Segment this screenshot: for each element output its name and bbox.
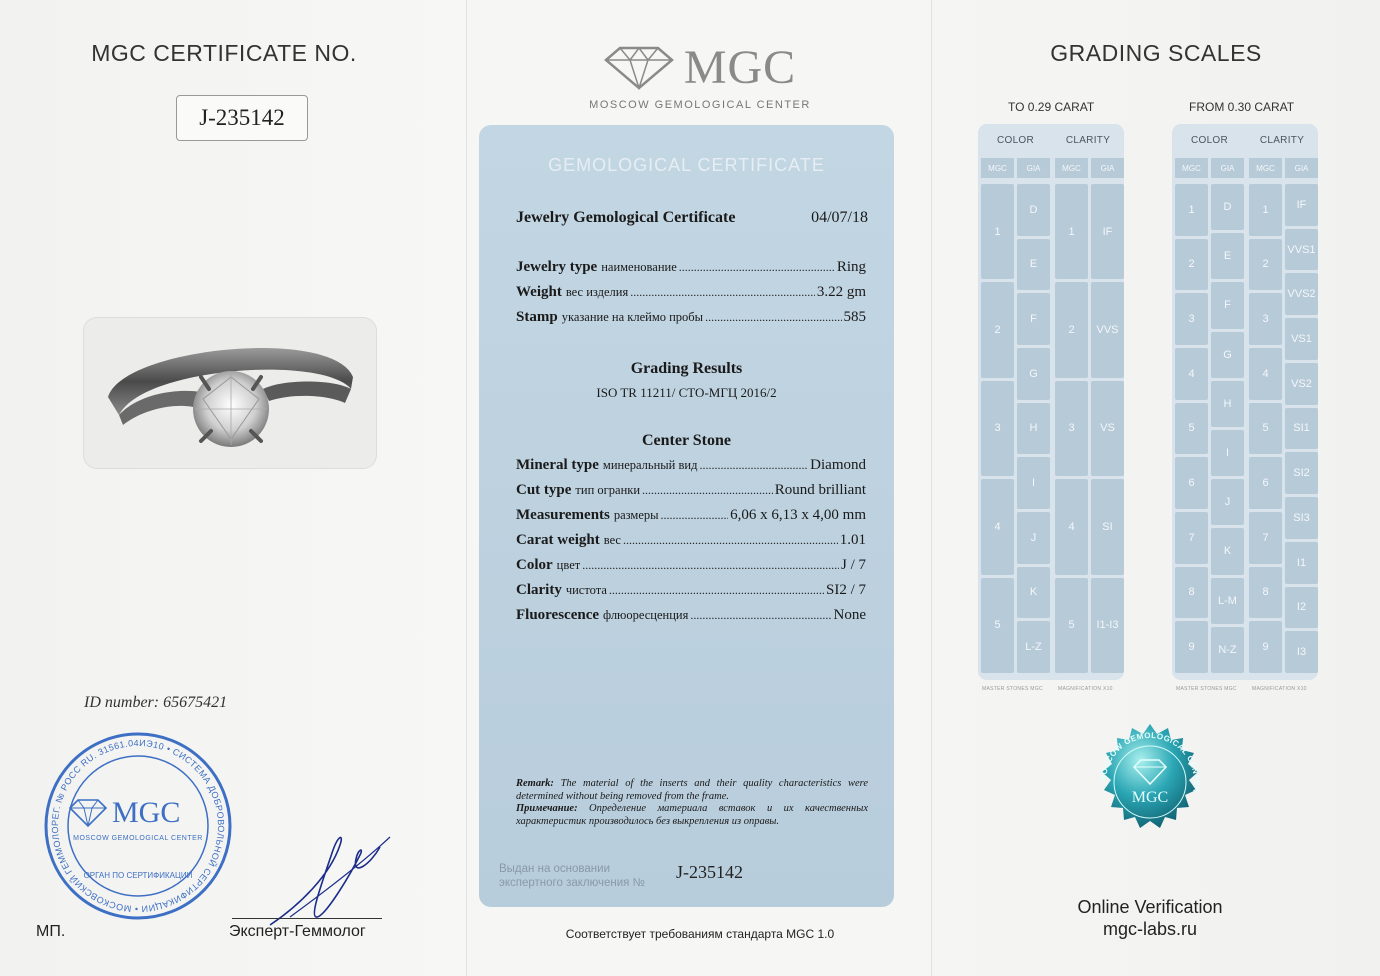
small-clarity-header: CLARITY xyxy=(1065,134,1111,146)
stone-value: None xyxy=(833,607,866,623)
jewelry-value: 3.22 gm xyxy=(816,284,866,300)
complies-text: Соответствует требованиям стандарта MGC 1.0 xyxy=(565,927,835,941)
small-clarity-gia-cell: I1-I3 xyxy=(1091,578,1124,673)
stone-label: Carat weight xyxy=(516,532,600,548)
leader-dots xyxy=(699,458,808,473)
leader-dots xyxy=(630,285,815,300)
small-clarity-gia-cell: SI xyxy=(1091,479,1124,574)
stone-row xyxy=(516,482,866,499)
large-color-mgc-cell: 9 xyxy=(1175,621,1208,673)
jewelry-row xyxy=(516,259,866,276)
certification-stamp xyxy=(40,728,236,929)
large-clarity-mgc-cell: 5 xyxy=(1249,403,1282,455)
jewelry-value: Ring xyxy=(836,259,866,275)
stone-ru-label: вес xyxy=(603,533,621,547)
scale-right-label: FROM 0.30 CARAT xyxy=(1189,100,1295,114)
doc-title: Jewelry Gemological Certificate xyxy=(516,209,736,226)
mp-label: МП. xyxy=(36,923,66,940)
small-color-mgc-cell: 3 xyxy=(981,381,1014,476)
large-color-gia-cell: J xyxy=(1211,479,1244,525)
id-number: ID number: 65675421 xyxy=(84,694,228,711)
stone-ru-label: флюоресценция xyxy=(603,608,689,622)
small-sub-header: GIA xyxy=(1091,158,1124,178)
certificate-no-title: MGC CERTIFICATE NO. xyxy=(91,40,357,66)
stone-row xyxy=(516,507,866,524)
stone-row xyxy=(516,582,866,599)
large-clarity-gia-cell: I2 xyxy=(1285,587,1318,629)
leader-dots xyxy=(705,310,841,325)
jewelry-ru-label: наименование xyxy=(601,260,677,274)
grid-footer-left-large: MASTER STONES MGC xyxy=(1176,686,1237,692)
stone-label: Clarity xyxy=(516,582,562,598)
logo-text: MGC xyxy=(683,41,797,94)
small-color-header: COLOR xyxy=(996,134,1035,146)
stone-ru-label: цвет xyxy=(556,558,581,572)
large-clarity-gia-cell: IF xyxy=(1285,184,1318,226)
center-stone-title: Center Stone xyxy=(641,432,732,449)
grid-footer-right-small: MAGNIFICATION X10 xyxy=(1058,686,1113,692)
large-clarity-gia-cell: VS2 xyxy=(1285,363,1318,405)
large-color-mgc-cell: 1 xyxy=(1175,184,1208,236)
small-color-gia-cell: J xyxy=(1017,512,1050,564)
seal-ring-text: MOSCOW GEMOLOGICAL CENTER xyxy=(1098,730,1202,794)
leader-dots xyxy=(609,583,824,598)
large-clarity-gia-cell: SI3 xyxy=(1285,497,1318,539)
certificate-card xyxy=(479,125,894,907)
stone-row xyxy=(516,457,866,474)
large-color-gia-cell: K xyxy=(1211,528,1244,574)
leader-dots xyxy=(623,533,838,548)
small-clarity-gia-cell: VVS xyxy=(1091,282,1124,377)
stone-label: Mineral type xyxy=(516,457,599,473)
jewelry-label: Jewelry type xyxy=(516,259,598,275)
stone-label: Color xyxy=(516,557,553,573)
ring-image xyxy=(83,317,377,469)
large-clarity-gia-cell: I1 xyxy=(1285,542,1318,584)
large-clarity-mgc-cell: 7 xyxy=(1249,512,1282,564)
issued-line1: Выдан на основании xyxy=(499,863,610,875)
small-clarity-gia-cell: IF xyxy=(1091,184,1124,279)
large-color-mgc-cell: 7 xyxy=(1175,512,1208,564)
large-sub-header: GIA xyxy=(1285,158,1318,178)
large-color-gia-cell: I xyxy=(1211,430,1244,476)
ring-photo xyxy=(83,317,377,469)
small-sub-header: GIA xyxy=(1017,158,1050,178)
large-clarity-mgc-cell: 1 xyxy=(1249,184,1282,236)
stamp-diamond-icon xyxy=(70,800,106,826)
small-color-gia-cell: I xyxy=(1017,457,1050,509)
large-clarity-gia-cell: VVS2 xyxy=(1285,273,1318,315)
small-clarity-gia-cell: VS xyxy=(1091,381,1124,476)
stamp-logo: MGC xyxy=(112,796,181,829)
leader-dots xyxy=(642,483,773,498)
large-clarity-mgc-cell: 8 xyxy=(1249,567,1282,619)
mgc-logo xyxy=(467,40,933,95)
jewelry-label: Stamp xyxy=(516,309,558,325)
stone-ru-label: чистота xyxy=(565,583,607,597)
large-color-header: COLOR xyxy=(1190,134,1229,146)
stamp-ring-text: РЕГ. № РОСС RU. 31561.04ИЭ10 • СИСТЕМА ДОБРОВОЛЬНОЙ СЕРТИФИКАЦИИ • МОСКОВСКИЙ ГЕММОЛО xyxy=(49,737,227,915)
jewelry-ru-label: вес изделия xyxy=(565,285,629,299)
stone-value: 6,06 x 6,13 x 4,00 mm xyxy=(730,507,866,523)
large-sub-header: MGC xyxy=(1249,158,1282,178)
stone-value: J / 7 xyxy=(840,557,866,573)
stone-ru-label: размеры xyxy=(613,508,659,522)
stone-ru-label: тип огранки xyxy=(575,483,641,497)
large-clarity-gia-cell: VS1 xyxy=(1285,318,1318,360)
small-clarity-mgc-cell: 3 xyxy=(1055,381,1088,476)
large-clarity-mgc-cell: 2 xyxy=(1249,239,1282,291)
stone-value: SI2 / 7 xyxy=(825,582,866,598)
grading-standard: ISO TR 11211/ СТО-МГЦ 2016/2 xyxy=(596,385,777,400)
large-color-gia-cell: N-Z xyxy=(1211,627,1244,673)
small-clarity-mgc-cell: 5 xyxy=(1055,578,1088,673)
jewelry-label: Weight xyxy=(516,284,562,300)
large-color-gia-cell: L-M xyxy=(1211,578,1244,624)
remark-ru-text: Определение материала вставок и их качественных характеристик производилось без выкрепления из оправы. xyxy=(516,803,868,827)
small-color-mgc-cell: 5 xyxy=(981,578,1014,673)
small-color-gia-cell: H xyxy=(1017,403,1050,455)
large-color-mgc-cell: 2 xyxy=(1175,239,1208,291)
issued-basis xyxy=(499,862,645,890)
left-panel xyxy=(0,0,466,976)
remark-ru-label: Примечание: xyxy=(516,803,578,814)
large-color-gia-cell: G xyxy=(1211,332,1244,378)
large-color-gia-cell: H xyxy=(1211,381,1244,427)
stone-label: Fluorescence xyxy=(516,607,600,623)
logo-subtitle: MOSCOW GEMOLOGICAL CENTER xyxy=(589,99,811,111)
small-color-gia-cell: K xyxy=(1017,567,1050,619)
doc-title-row xyxy=(516,209,866,227)
small-color-mgc-cell: 1 xyxy=(981,184,1014,279)
center-panel xyxy=(466,0,932,976)
expert-label: Эксперт-Геммолог xyxy=(229,923,366,940)
small-sub-header: MGC xyxy=(1055,158,1088,178)
small-color-gia-cell: G xyxy=(1017,348,1050,400)
jewelry-row xyxy=(516,309,866,326)
large-color-mgc-cell: 8 xyxy=(1175,567,1208,619)
large-clarity-header: CLARITY xyxy=(1259,134,1305,146)
jewelry-value: 585 xyxy=(843,309,866,325)
leader-dots xyxy=(690,608,831,623)
remark-label: Remark: xyxy=(516,778,554,789)
grid-footer-left-small: MASTER STONES MGC xyxy=(982,686,1043,692)
online-url[interactable]: mgc-labs.ru xyxy=(1102,919,1198,939)
card-header: GEMOLOGICAL CERTIFICATE xyxy=(548,155,825,175)
stone-value: Round brilliant xyxy=(774,482,866,498)
small-color-gia-cell: L-Z xyxy=(1017,621,1050,673)
stone-row xyxy=(516,607,866,624)
large-clarity-mgc-cell: 6 xyxy=(1249,457,1282,509)
leader-dots xyxy=(661,508,729,523)
doc-date: 04/07/18 xyxy=(811,209,868,226)
issued-line2: экспертного заключения № xyxy=(499,877,645,889)
remark-block xyxy=(516,778,868,828)
small-color-gia-cell: E xyxy=(1017,239,1050,291)
large-clarity-mgc-cell: 4 xyxy=(1249,348,1282,400)
hologram-seal xyxy=(1090,722,1210,847)
large-sub-header: GIA xyxy=(1211,158,1244,178)
scale-left-label: TO 0.29 CARAT xyxy=(1008,100,1095,114)
large-clarity-gia-cell: VVS1 xyxy=(1285,229,1318,271)
right-panel xyxy=(932,0,1380,976)
diamond-logo-icon xyxy=(604,46,674,90)
large-color-gia-cell: F xyxy=(1211,282,1244,328)
stone-value: Diamond xyxy=(810,457,866,473)
signature-line xyxy=(232,918,382,919)
certificate-number-box: J-235142 xyxy=(176,95,308,141)
remark-text: The material of the inserts and their quality characteristics were determined without being removed from the frame. xyxy=(516,778,869,802)
grading-scales-title: GRADING SCALES xyxy=(1050,40,1262,66)
large-clarity-mgc-cell: 9 xyxy=(1249,621,1282,673)
stone-row xyxy=(516,532,866,549)
large-clarity-gia-cell: SI1 xyxy=(1285,408,1318,450)
online-verification xyxy=(932,896,1368,940)
grid-footer-right-large: MAGNIFICATION X10 xyxy=(1252,686,1307,692)
online-label: Online Verification xyxy=(1077,897,1223,917)
stamp-sub: MOSCOW GEMOLOGICAL CENTER xyxy=(73,835,203,842)
scale-grid-small xyxy=(978,124,1124,680)
small-color-mgc-cell: 4 xyxy=(981,479,1014,574)
stone-label: Measurements xyxy=(516,507,610,523)
leader-dots xyxy=(679,260,835,275)
issued-number: J-235142 xyxy=(676,862,743,882)
small-color-mgc-cell: 2 xyxy=(981,282,1014,377)
large-color-mgc-cell: 6 xyxy=(1175,457,1208,509)
small-clarity-mgc-cell: 1 xyxy=(1055,184,1088,279)
stone-value: 1.01 xyxy=(839,532,866,548)
large-color-mgc-cell: 4 xyxy=(1175,348,1208,400)
large-color-mgc-cell: 3 xyxy=(1175,293,1208,345)
small-color-gia-cell: D xyxy=(1017,184,1050,236)
stone-ru-label: минеральный вид xyxy=(602,458,698,472)
scale-grid-large xyxy=(1172,124,1318,680)
grading-title: Grading Results xyxy=(630,360,743,377)
leader-dots xyxy=(582,558,839,573)
jewelry-ru-label: указание на клеймо пробы xyxy=(561,310,704,324)
large-color-gia-cell: E xyxy=(1211,233,1244,279)
large-clarity-mgc-cell: 3 xyxy=(1249,293,1282,345)
large-clarity-gia-cell: I3 xyxy=(1285,631,1318,673)
small-sub-header: MGC xyxy=(981,158,1014,178)
small-clarity-mgc-cell: 4 xyxy=(1055,479,1088,574)
large-color-mgc-cell: 5 xyxy=(1175,403,1208,455)
large-clarity-gia-cell: SI2 xyxy=(1285,452,1318,494)
stone-row xyxy=(516,557,866,574)
jewelry-row xyxy=(516,284,866,301)
large-sub-header: MGC xyxy=(1175,158,1208,178)
small-clarity-mgc-cell: 2 xyxy=(1055,282,1088,377)
small-color-gia-cell: F xyxy=(1017,293,1050,345)
stamp-inner-text: ОРГАН ПО СЕРТИФИКАЦИИ xyxy=(83,871,193,880)
large-color-gia-cell: D xyxy=(1211,184,1244,230)
seal-logo: MGC xyxy=(1131,789,1169,806)
stone-label: Cut type xyxy=(516,482,572,498)
